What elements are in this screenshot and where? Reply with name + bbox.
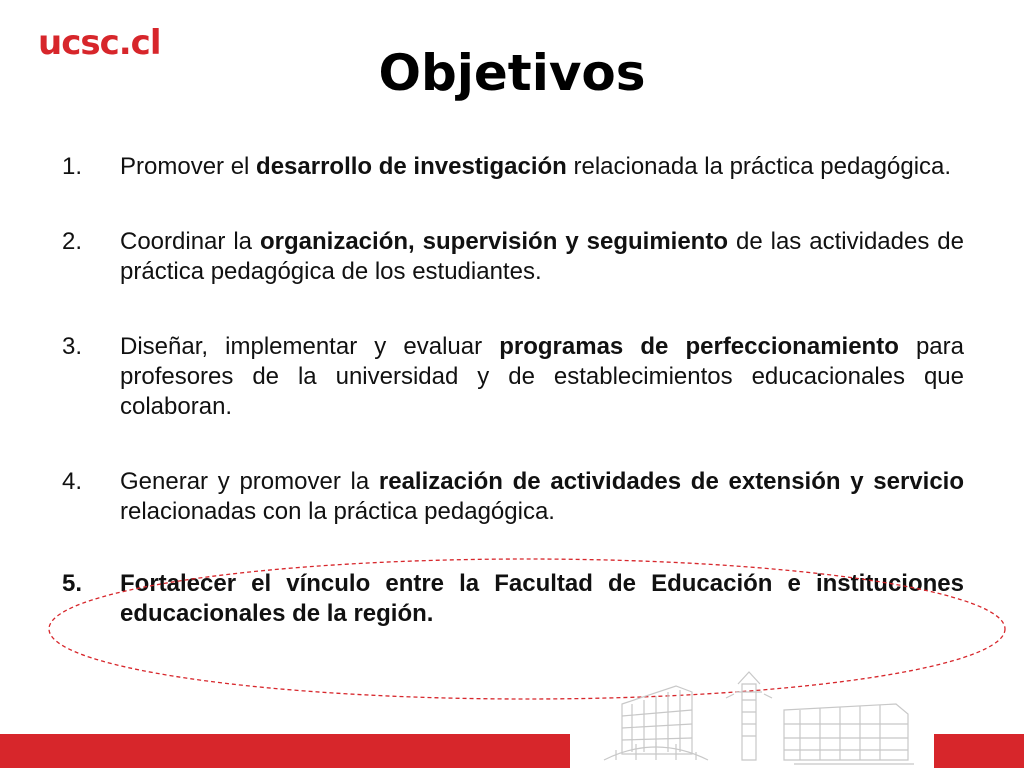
ucsc-logo: ucsc.cl (38, 23, 161, 63)
objective-number: 2. (62, 228, 83, 255)
objective-number: 4. (62, 468, 83, 495)
objective-item-4 (62, 467, 964, 527)
objective-text: Generar y promover la realización de actividades de extensión y servicio relacionadas con la práctica pedagógica. (120, 468, 964, 525)
objective-text: Fortalecer el vínculo entre la Facultad de Educación e instituciones educacionales de la región. (120, 570, 964, 627)
objective-text: Promover el desarrollo de investigación relacionada la práctica pedagógica. (120, 153, 952, 180)
objective-item-3 (62, 332, 964, 422)
campus-buildings-icon (596, 664, 926, 768)
objective-number: 5. (62, 570, 83, 597)
objectives-list (62, 152, 964, 674)
objective-text: Coordinar la organización, supervisión y seguimiento de las actividades de práctica pedagógica de los estudiantes. (120, 228, 964, 285)
footer-red-bar-left (0, 734, 570, 768)
objective-item-5-highlighted (62, 569, 964, 629)
objective-text: Diseñar, implementar y evaluar programas de perfeccionamiento para profesores de la universidad y de establecimientos educacionales que colaboran. (120, 333, 964, 420)
objective-item-2 (62, 227, 964, 287)
objective-number: 1. (62, 153, 83, 180)
slide-title: Objetivos (378, 44, 646, 102)
objective-item-1 (62, 152, 964, 182)
footer-red-bar-right (934, 734, 1024, 768)
objective-number: 3. (62, 333, 83, 360)
